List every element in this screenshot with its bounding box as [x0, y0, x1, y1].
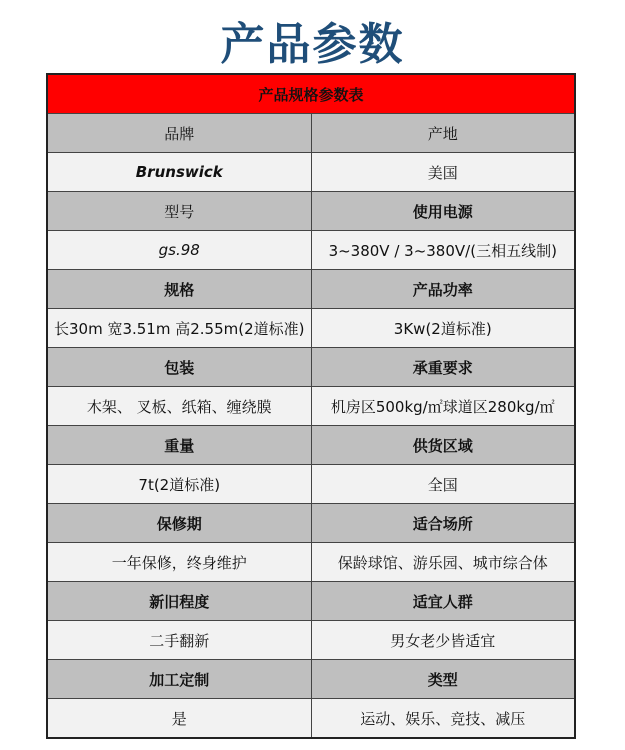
table-row [47, 231, 575, 270]
table-row [47, 348, 575, 387]
table-cell: 规格 [47, 270, 311, 309]
table-cell: 长30m 宽3.51m 高2.55m(2道标准) [47, 309, 311, 348]
table-cell: 保修期 [47, 504, 311, 543]
table-header: 产品规格参数表 [47, 74, 575, 114]
table-cell: 品牌 [47, 114, 311, 153]
table-cell: 机房区500kg/㎡球道区280kg/㎡ [311, 387, 575, 426]
table-cell: 类型 [311, 660, 575, 699]
table-row [47, 582, 575, 621]
table-cell: 适宜人群 [311, 582, 575, 621]
table-row [47, 153, 575, 192]
table-cell: 运动、娱乐、竞技、减压 [311, 699, 575, 739]
table-row [47, 387, 575, 426]
table-row [47, 270, 575, 309]
table-row [47, 465, 575, 504]
table-cell: 美国 [311, 153, 575, 192]
table-row [47, 543, 575, 582]
table-cell: Brunswick [47, 153, 311, 192]
table-cell: gs.98 [47, 231, 311, 270]
table-row [47, 660, 575, 699]
table-cell: 包装 [47, 348, 311, 387]
table-cell: 保龄球馆、游乐园、城市综合体 [311, 543, 575, 582]
table-cell: 产品功率 [311, 270, 575, 309]
table-row [47, 504, 575, 543]
table-header-row [47, 74, 575, 114]
table-cell: 是 [47, 699, 311, 739]
table-row [47, 621, 575, 660]
table-cell: 3Kw(2道标准) [311, 309, 575, 348]
page-title: 产品参数 [220, 19, 405, 70]
table-cell: 木架、 叉板、纸箱、缠绕膜 [47, 387, 311, 426]
table-cell: 适合场所 [311, 504, 575, 543]
table-row [47, 309, 575, 348]
table-cell: 一年保修，终身维护 [47, 543, 311, 582]
table-row [47, 114, 575, 153]
table-cell: 产地 [311, 114, 575, 153]
table-row [47, 426, 575, 465]
table-cell: 3~380V / 3~380V/(三相五线制) [311, 231, 575, 270]
spec-table [46, 73, 576, 739]
table-cell: 二手翻新 [47, 621, 311, 660]
table-row [47, 699, 575, 739]
table-cell: 重量 [47, 426, 311, 465]
table-cell: 型号 [47, 192, 311, 231]
table-cell: 供货区域 [311, 426, 575, 465]
table-cell: 7t(2道标准) [47, 465, 311, 504]
table-cell: 男女老少皆适宜 [311, 621, 575, 660]
table-cell: 全国 [311, 465, 575, 504]
table-cell: 使用电源 [311, 192, 575, 231]
table-cell: 新旧程度 [47, 582, 311, 621]
table-cell: 加工定制 [47, 660, 311, 699]
table-row [47, 192, 575, 231]
table-cell: 承重要求 [311, 348, 575, 387]
